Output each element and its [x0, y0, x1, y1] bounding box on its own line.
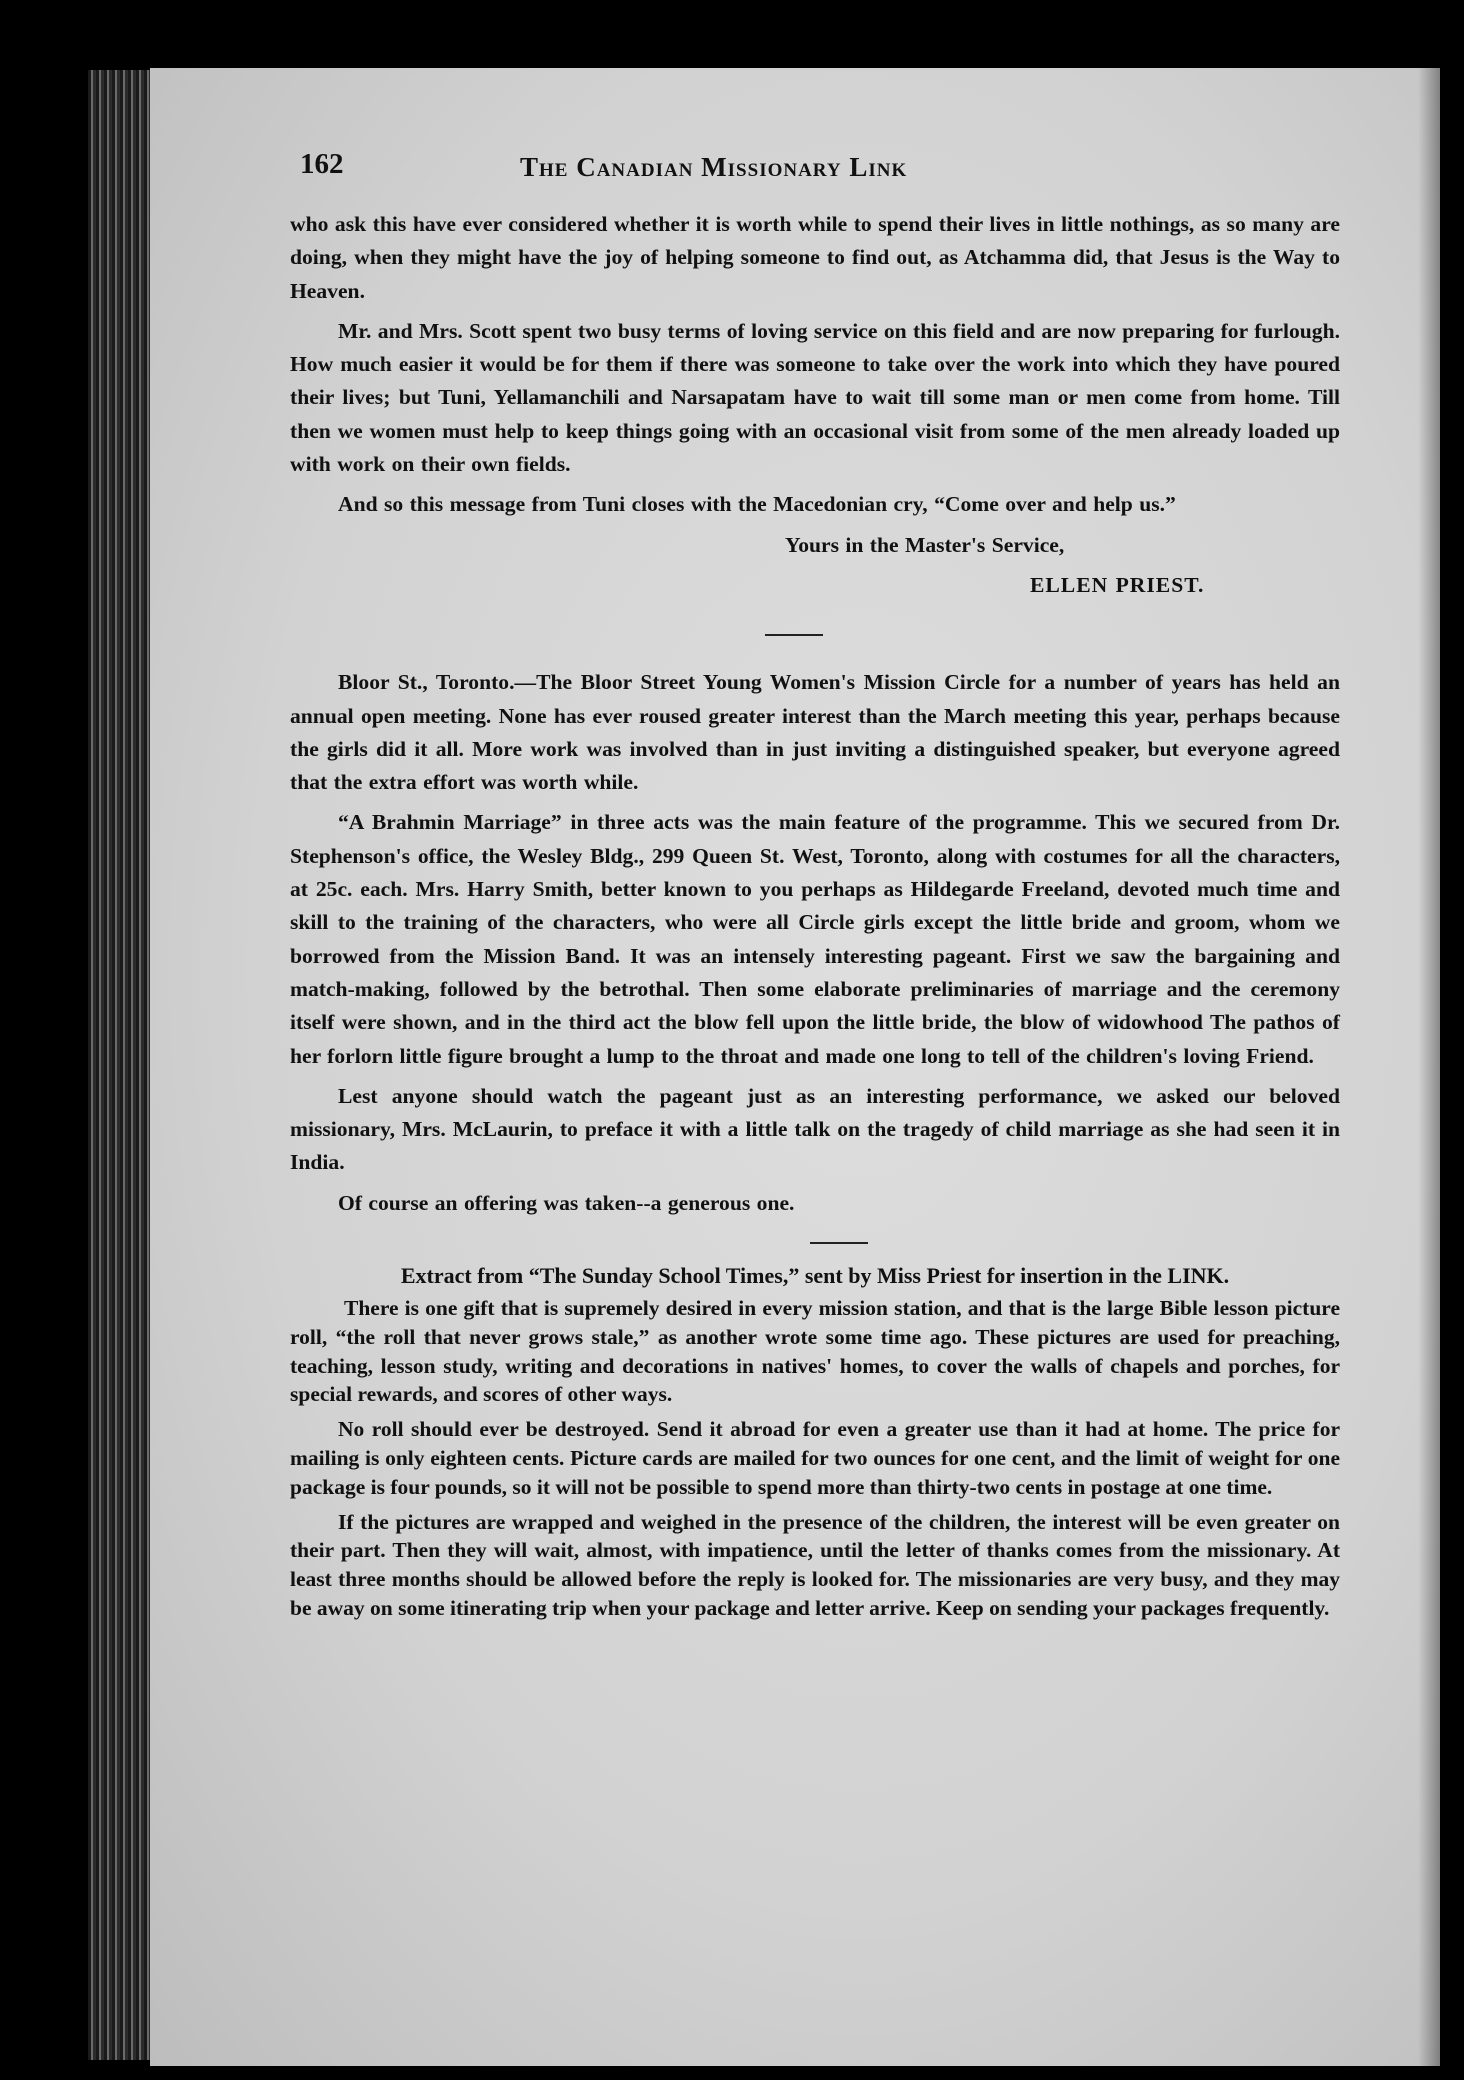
page-number: 162: [300, 148, 344, 180]
extract-paragraph: If the pictures are wrapped and weighed in the presence of the children, the interest will be even greater on their part. Then they will wait, almost, with impatience, until the letter of thanks comes from the missionary. At least three months should be allowed before the reply is looked for. The missionaries are very busy, and they may be away on some itinerating trip when your package and letter arrive. Keep on sending your packages frequently.: [290, 1509, 1340, 1620]
bloor-run-in-heading: Bloor St., Toronto.: [338, 670, 515, 695]
letter-paragraph: Mr. and Mrs. Scott spent two busy terms of loving service on this field and are now preparing for furlough. How much easier it would be for them if there was someone to take over the work into which they have poured their lives; but Tuni, Yellamanchili and Narsapatam have to wait till some man or men come from home. Till then we women must help to keep things going with an occasional visit from some of the men already loaded up with work on their own fields.: [290, 318, 1340, 477]
page-header: [290, 148, 1340, 208]
letter-signature: ELLEN PRIEST.: [1030, 572, 1205, 597]
bloor-paragraph: “A Brahmin Marriage” in three acts was the main feature of the programme. This we secured from Dr. Stephenson's office, the Wesley Bldg., 299 Queen St. West, Toronto, along with costumes for all the characters, at 25c. each. Mrs. Harry Smith, better known to you perhaps as Hildegarde Freeland, devoted much time and skill to the training of the characters, who were all Circle girls except the little bride and groom, whom we borrowed from the Mission Band. It was an intensely interesting pageant. First we saw the bargaining and match-making, followed by the betrothal. Then some elaborate preliminaries of marriage and the ceremony itself were shown, and in the third act the blow fell upon the little bride, the blow of widowhood The pathos of her forlorn little figure brought a lump to the throat and made one long to tell of the children's loving Friend.: [290, 810, 1340, 1068]
letter-section: [290, 208, 1340, 602]
extract-heading: Extract from “The Sunday School Times,” sent by Miss Priest for insertion in the LINK.: [400, 1263, 1230, 1289]
letter-paragraph: And so this message from Tuni closes with the Macedonian cry, “Come over and help us.”: [338, 492, 1176, 517]
running-head: The Canadian Missionary Link: [520, 152, 908, 182]
page-text-area: [290, 148, 1340, 1629]
letter-paragraph: who ask this have ever considered whether it is worth while to spend their lives in little nothings, as so many are doing, when they might have the joy of helping someone to find out, as Atchamma did, that Jesus is the Way to Heaven.: [290, 212, 1340, 303]
bloor-paragraph: Of course an offering was taken--a generous one.: [338, 1190, 795, 1215]
letter-signoff: Yours in the Master's Service,: [785, 532, 1065, 557]
bloor-first-paragraph: [290, 666, 1340, 799]
bloor-paragraph: Lest anyone should watch the pageant just as an interesting performance, we asked our beloved missionary, Mrs. McLaurin, to preface it with a little talk on the tragedy of child marriage as she had seen it in India.: [290, 1083, 1340, 1175]
bloor-first-paragraph-text: —The Bloor Street Young Women's Mission Circle for a number of years has held an annual open meeting. None has ever roused greater interest than the March meeting this year, perhaps because the girls did it all. More work was involved than in just inviting a distinguished speaker, but everyone agreed that the extra effort was worth while.: [290, 670, 1340, 795]
section-divider: [765, 634, 823, 636]
bloor-section: [290, 666, 1340, 1220]
gutter-shadow: [1418, 68, 1440, 2066]
section-divider: [810, 1242, 868, 1244]
extract-section: [290, 1262, 1340, 1623]
extract-paragraph: There is one gift that is supremely desired in every mission station, and that is the large Bible lesson picture roll, “the roll that never grows stale,” as another wrote some time ago. These pictures are used for preaching, teaching, lesson study, writing and decorations in natives' homes, to cover the walls of chapels and porches, for special rewards, and scores of other ways.: [290, 1296, 1340, 1407]
book-page: [150, 68, 1440, 2066]
extract-body: [290, 1294, 1340, 1623]
extract-paragraph: No roll should ever be destroyed. Send it abroad for even a greater use than it had at home. The price for mailing is only eighteen cents. Picture cards are mailed for two ounces for one cent, and the limit of weight for one package is four pounds, so it will not be possible to spend more than thirty-two cents in postage at one time.: [290, 1417, 1340, 1499]
